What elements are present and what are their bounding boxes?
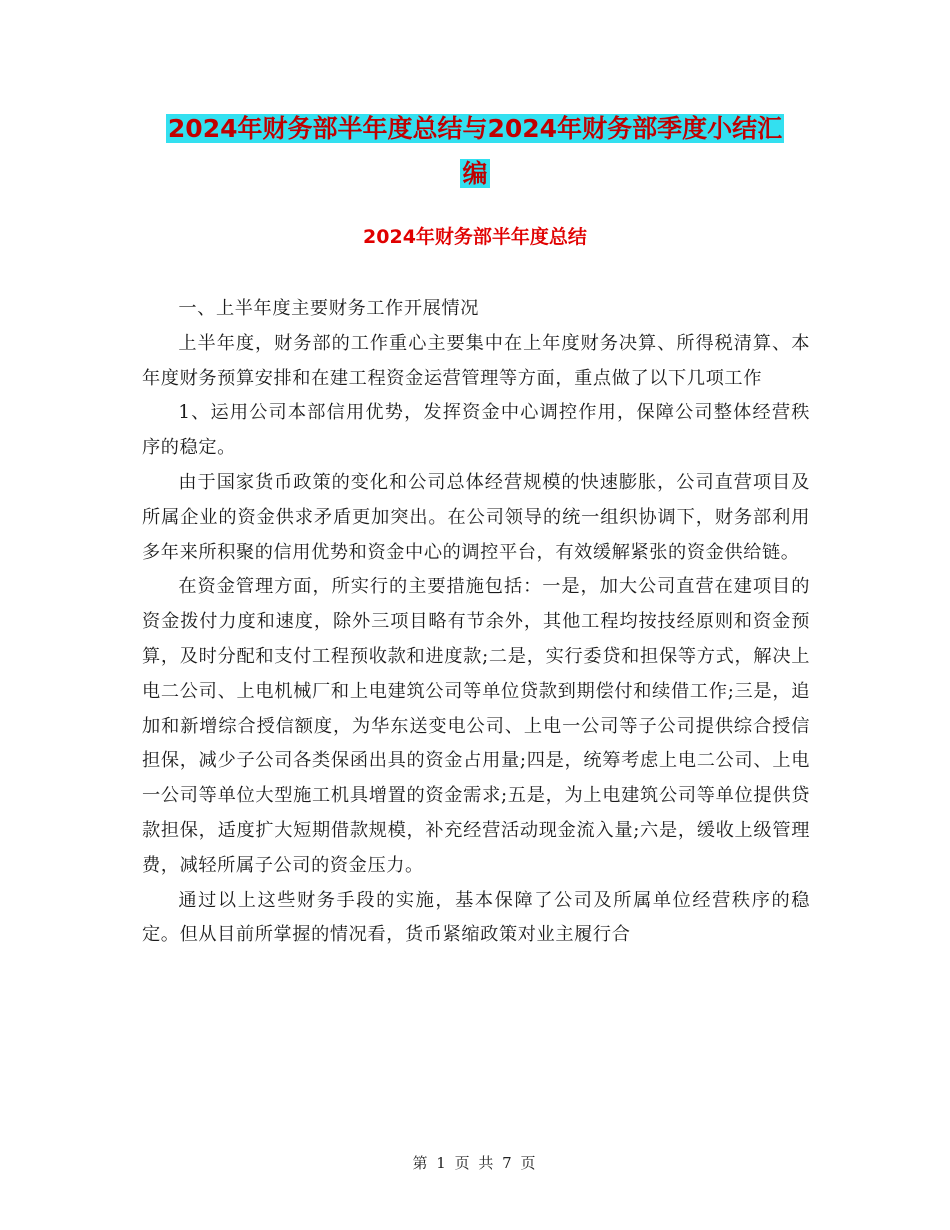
paragraph: 由于国家货币政策的变化和公司总体经营规模的快速膨胀，公司直营项目及所属企业的资金供求矛盾更加突出。在公司领导的统一组织协调下，财务部利用多年来所积聚的信用优势和资金中心的调控平台，有效缓解紧张的资金供给链。 bbox=[142, 471, 810, 563]
paragraph: 1、运用公司本部信用优势，发挥资金中心调控作用，保障公司整体经营秩序的稳定。 bbox=[142, 402, 810, 459]
document-title-line-2 bbox=[0, 152, 950, 196]
document-body bbox=[142, 292, 810, 953]
paragraph-heading: 一、上半年度主要财务工作开展情况 bbox=[178, 298, 479, 319]
paragraph: 上半年度，财务部的工作重心主要集中在上年度财务决算、所得税清算、本年度财务预算安排和在建工程资金运营管理等方面，重点做了以下几项工作 bbox=[142, 332, 810, 389]
page-number: 第 1 页 共 7 页 bbox=[412, 1154, 538, 1172]
section-heading: 2024年财务部半年度总结 bbox=[363, 226, 587, 248]
title-highlight: 编 bbox=[462, 159, 488, 188]
paragraph: 在资金管理方面，所实行的主要措施包括：一是，加大公司直营在建项目的资金拨付力度和速度，除外三项目略有节余外，其他工程均按技经原则和资金预算，及时分配和支付工程预收款和进度款;二是，实行委贷和担保等方式，解决上电二公司、上电机械厂和上电建筑公司等单位贷款到期偿付和续借工作;三是，追加和新增综合授信额度，为华东送变电公司、上电一公司等子公司提供综合授信担保，减少子公司各类保函出具的资金占用量;四是，统筹考虑上电二公司、上电一公司等单位大型施工机具增置的资金需求;五是，为上电建筑公司等单位提供贷款担保，适度扩大短期借款规模，补充经营活动现金流入量;六是，缓收上级管理费，减轻所属子公司的资金压力。 bbox=[142, 576, 810, 876]
title-highlight: 2024年财务部半年度总结与2024年财务部季度小结汇 bbox=[167, 114, 783, 143]
paragraph: 通过以上这些财务手段的实施，基本保障了公司及所属单位经营秩序的稳定。但从目前所掌握的情况看，货币紧缩政策对业主履行合 bbox=[142, 889, 810, 946]
document-title-line-1 bbox=[0, 107, 950, 151]
